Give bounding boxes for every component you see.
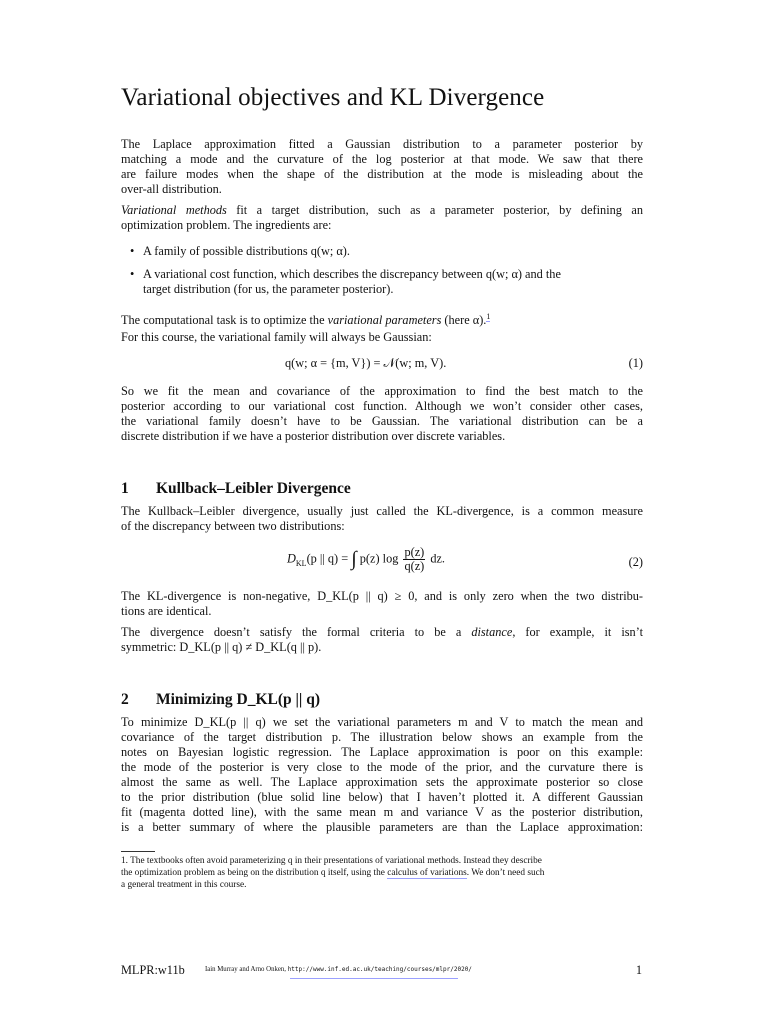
intro-line: over-all distribution. [121, 182, 222, 196]
eq2-numerator: p(z) [404, 545, 425, 559]
intro-line: are failure modes when the shape of the distribution at the mode is misleading about the [121, 167, 643, 181]
bullet-icon: • [130, 244, 135, 258]
eq2-lhs: D [287, 551, 296, 566]
variational-parameters-emph: variational parameters [327, 313, 442, 328]
minimize-line: is a better summary of where the plausible parameters are than the Laplace approximation: [121, 820, 643, 834]
distance-text: The divergence doesn’t satisfy the formal criteria to be a [121, 625, 472, 639]
footer-url-link[interactable]: http://www.inf.ed.ac.uk/teaching/courses/mlpr/2020/ [287, 966, 472, 973]
task-paragraph [121, 309, 643, 328]
eq2-denominator: q(z) [404, 559, 425, 573]
footer-authors [205, 966, 472, 973]
equation-2 [287, 546, 445, 573]
fit-paragraph [121, 384, 643, 444]
minimize-line: To minimize D_KL(p || q) we set the variational parameters m and V to match the mean and [121, 715, 643, 729]
page-number: 1 [635, 963, 642, 977]
footnote-line: 1. The textbooks often avoid parameterizing q in their presentations of variational methods. Instead they describe [121, 856, 542, 866]
minimize-line: almost the same as well. The Laplace approximation sets the approximate posterior so close [121, 775, 643, 789]
fit-line: discrete distribution if we have a posterior distribution over discrete variables. [121, 429, 506, 443]
bullet-text: target distribution (for us, the parameter posterior). [143, 282, 394, 296]
minimize-line: fit (magenta dotted line), with the same mean m and variance V as the posterior distribution, [121, 805, 643, 819]
calculus-of-variations-link[interactable]: calculus of variations [387, 868, 467, 878]
section-1-heading [121, 480, 351, 498]
variational-line1: fit a target distribution, such as a parameter posterior, by defining an [226, 203, 643, 217]
fit-line: the variational family doesn’t have to be Gaussian. The variational distribution can be a [121, 414, 643, 428]
footnote-text-end: . We don’t need such [466, 868, 545, 878]
bullet-text: A family of possible distributions q(w; α). [143, 244, 350, 258]
kl-intro-line: The Kullback–Leibler divergence, usually just called the KL-divergence, is a common measure [121, 504, 643, 518]
intro-line: matching a mode and the curvature of the log posterior at that mode. We saw that there [121, 152, 643, 166]
eq2-integrand: p(z) log [359, 551, 399, 566]
bullet-item-cost [130, 267, 643, 297]
fit-line: posterior according to our variational cost function. Although we won’t consider other cases, [121, 399, 643, 413]
section-2-number: 2 [121, 691, 129, 708]
page-title: Variational objectives and KL Divergence [121, 84, 545, 111]
intro-line: The Laplace approximation fitted a Gaussian distribution to a parameter posterior by [121, 137, 643, 151]
distance-paragraph [121, 625, 643, 655]
section-1-title: Kullback–Leibler Divergence [156, 480, 351, 497]
footnote-line: a general treatment in this course. [121, 880, 247, 890]
course-line: For this course, the variational family will always be Gaussian: [121, 330, 432, 344]
nonneg-line: The KL-divergence is non-negative, D_KL(p || q) ≥ 0, and is only zero when the two distribu- [121, 589, 643, 603]
kl-intro-line: of the discrepancy between two distributions: [121, 519, 345, 533]
footer-course-code: MLPR:w11b [121, 963, 185, 977]
minimize-line: covariance of the target distribution p. The illustration below shows an example from the [121, 730, 643, 744]
distance-line: symmetric: D_KL(p || q) ≠ D_KL(q || p). [121, 640, 322, 654]
eq2-lhs-sub: KL [295, 558, 307, 568]
minimize-line: the mode of the posterior is very close to the mode of the prior, and the curvature there is [121, 760, 643, 774]
kl-intro-paragraph [121, 504, 643, 534]
minimize-paragraph [121, 715, 643, 835]
distance-emph: distance [471, 625, 513, 639]
task-text-end: (here α). [441, 313, 487, 328]
minimize-line: notes on Bayesian logistic regression. The Laplace approximation is poor on this example: [121, 745, 643, 759]
equation-1: q(w; α = {m, V}) = 𝒩(w; m, V). [285, 356, 447, 370]
intro-paragraph [121, 137, 643, 197]
eq2-fraction [403, 546, 425, 573]
footnote-text: the optimization problem as being on the distribution q itself, using the [121, 868, 388, 878]
nonneg-line: tions are identical. [121, 604, 212, 618]
minimize-line: to the prior distribution (blue solid line below) that I haven’t plotted it. A different Gaussian [121, 790, 643, 804]
bullet-item-family [130, 244, 350, 259]
footer-author-names: Iain Murray and Arno Onken, [205, 966, 288, 973]
footnote-link[interactable]: 1 [486, 312, 491, 321]
variational-methods-emph: Variational methods [121, 203, 227, 217]
section-2-heading [121, 691, 320, 709]
section-2-title: Minimizing D_KL(p || q) [156, 691, 320, 708]
bullet-icon: • [130, 267, 135, 281]
footer-url-underline [290, 978, 458, 979]
nonneg-paragraph [121, 589, 643, 619]
equation-1-number: (1) [628, 356, 643, 370]
section-1-number: 1 [121, 480, 129, 497]
integral-sign: ∫ [351, 548, 357, 570]
eq2-tail: dz. [430, 551, 446, 566]
eq2-lhs-args: (p || q) = [306, 551, 349, 566]
fit-line: So we fit the mean and covariance of the approximation to find the best match to the [121, 384, 643, 398]
variational-paragraph [121, 203, 643, 233]
variational-line2: optimization problem. The ingredients are: [121, 218, 332, 232]
bullet-text: A variational cost function, which describes the discrepancy between q(w; α) and the [143, 267, 561, 281]
distance-text-end: , for example, it isn’t [512, 625, 643, 639]
equation-2-number: (2) [628, 555, 643, 569]
footnote-rule [121, 851, 155, 852]
task-text: The computational task is to optimize the [121, 313, 328, 328]
footnote-1 [121, 855, 643, 891]
